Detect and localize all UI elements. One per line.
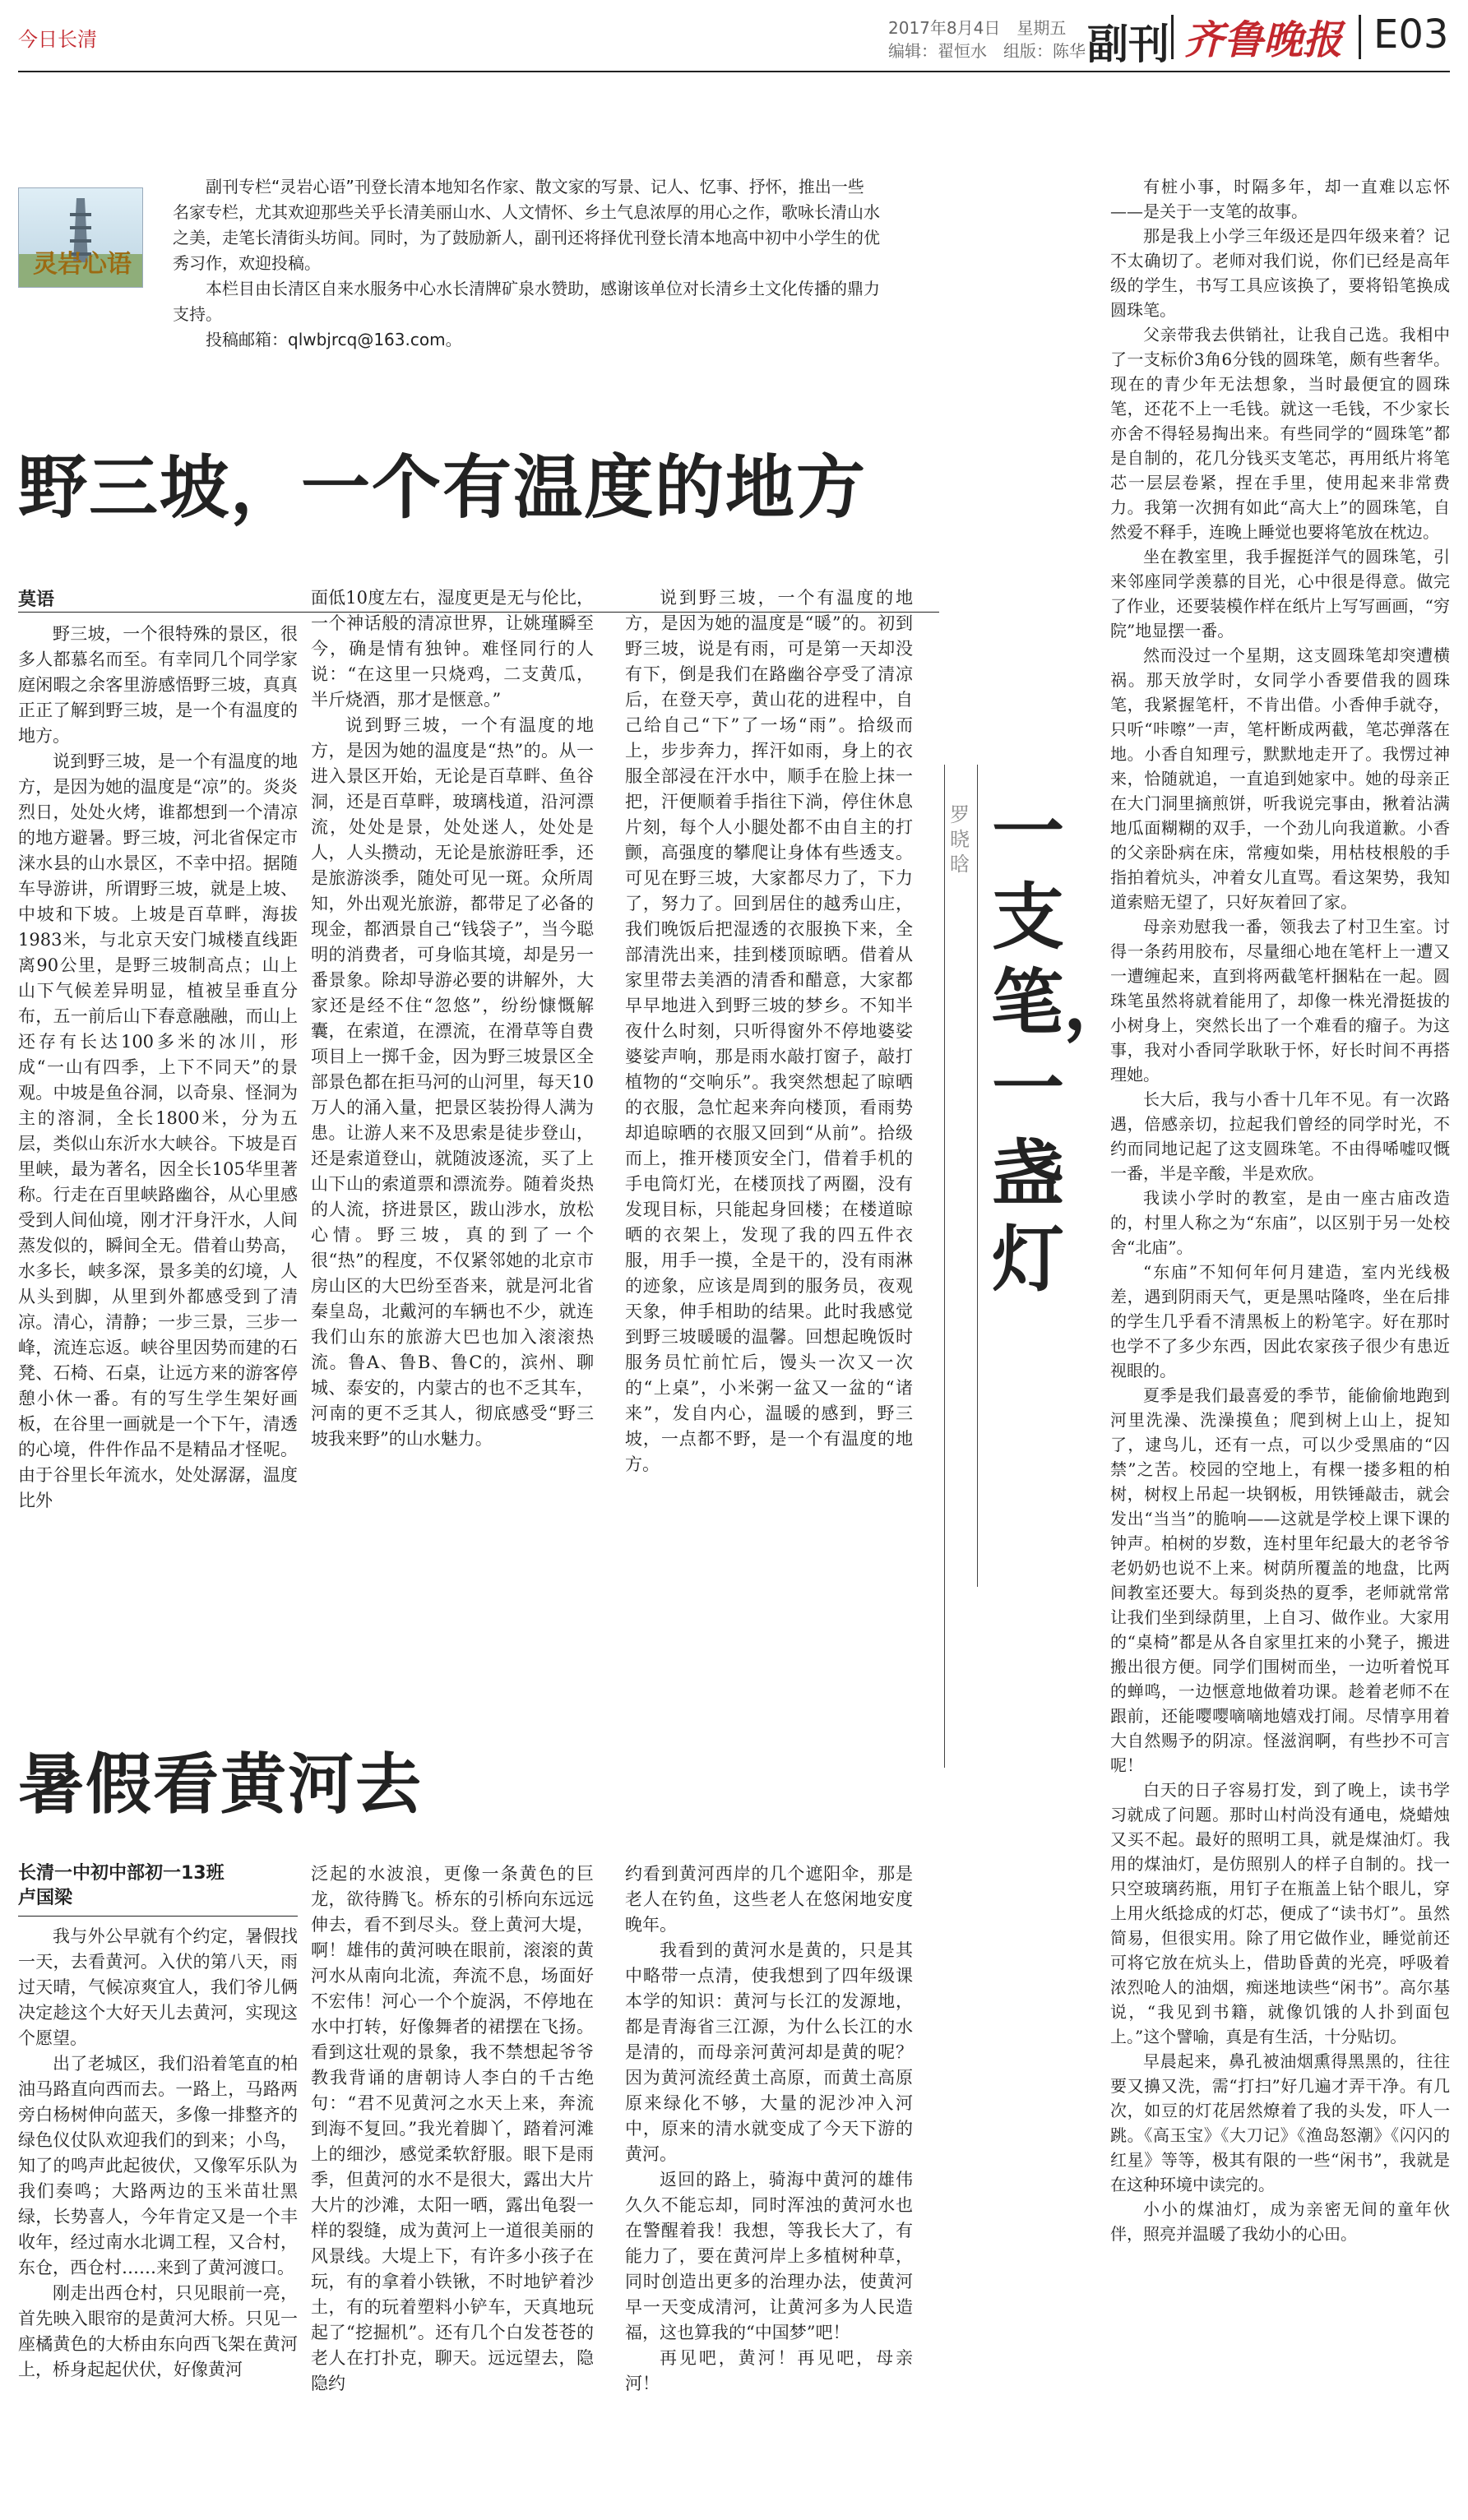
paragraph: 然而没过一个星期，这支圆珠笔却突遭横祸。那天放学时，女同学小香要借我的圆珠笔，我紧握笔杆，不肯出借。小香伸手就夺，只听“咔嚓”一声，笔杆断成两截，笔芯弹落在地。小香自知理亏，默默地走开了。我愣过神来，恰随就追，一直追到她家中。她的母亲正在大门洞里摘煎饼，听我说完事由，揪着沾满地瓜面糊糊的双手，一个劲儿向我道歉。小香的父亲卧病在床，常瘦如柴，用枯枝根般的手指拍着炕头，冲着女儿直骂。看这架势，我知道索赔无望了，只好灰着回了家。	[1110, 645, 1450, 912]
issue-info	[888, 16, 1086, 62]
author-name: 卢国梁	[18, 1888, 73, 1908]
article3-author	[18, 1861, 225, 1911]
header-divider	[1171, 15, 1174, 59]
paragraph: 长大后，我与小香十几年不见。有一次路遇，倍感亲切，拉起我们曾经的同学时光，不约而同地记起了这支圆珠笔。不由得唏嘘叹慨一番，半是辛酸，半是欢欣。	[1110, 1089, 1450, 1183]
intro-paragraph: 本栏目由长清区自来水服务中心水长清牌矿泉水赞助，感谢该单位对长清乡土文化传播的鼎力支持。	[173, 279, 880, 324]
column-intro	[173, 174, 880, 353]
article1-column-2	[311, 585, 594, 1682]
author-school: 长清一中初中部初一13班	[18, 1863, 225, 1884]
paragraph: 约看到黄河西岸的几个遮阳伞，那是老人在钓鱼，这些老人在悠闲地安度晚年。	[625, 1864, 913, 1935]
paragraph: 我看到的黄河水是黄的，只是其中略带一点清，使我想到了四年级课本学的知识：黄河与长江的发源地，都是青海省三江源，为什么长江的水是清的，而母亲河黄河却是黄的呢？因为黄河流经黄土高原，而黄土高原原来绿化不够，大量的泥沙冲入河中，原来的清水就变成了今天下游的黄河。	[625, 1940, 913, 2164]
intro-paragraph: 副刊专栏“灵岩心语”刊登长清本地知名作家、散文家的写景、记人、忆事、抒怀，推出一些名家专栏，尤其欢迎那些关乎长清美丽山水、人文情怀、乡土气息浓厚的用心之作，歌咏长清山水之美，走笔长清街头坊间。同时，为了鼓励新人，副刊还将择优刊登长清本地高中初中小学生的优秀习作，欢迎投稿。	[173, 177, 880, 273]
article1-author: 莫语	[18, 590, 55, 610]
article3-title: 暑假看黄河去	[18, 1746, 423, 1823]
article1-column-1	[18, 622, 298, 1682]
paragraph: 泛起的水波浪，更像一条黄色的巨龙，欲待腾飞。桥东的引桥向东远远伸去，看不到尽头。登上黄河大堤，啊！雄伟的黄河映在眼前，滚滚的黄河水从南向北流，奔流不息，场面好不宏伟！河心一个个旋涡，不停地在水中打转，好像舞者的裙摆在飞扬。看到这壮观的景象，我不禁想起爷爷教我背诵的唐朝诗人李白的千古绝句：“君不见黄河之水天上来，奔流到海不复回。”我光着脚丫，踏着河滩上的细沙，感觉柔软舒服。眼下是雨季，但黄河的水不是很大，露出大片大片的沙滩，太阳一晒，露出龟裂一样的裂缝，成为黄河上一道很美丽的风景线。大堤上下，有许多小孩子在玩，有的拿着小铁锹，不时地铲着沙土，有的玩着塑料小铲车，天真地玩起了“挖掘机”。还有几个白发苍苍的老人在打扑克，聊天。远远望去，隐隐约	[311, 1864, 594, 2393]
paragraph: 说到野三坡，是一个有温度的地方，是因为她的温度是“凉”的。炎炎烈日，处处火烤，谁都想到一个清凉的地方避暑。野三坡，河北省保定市涞水县的山水景区，不幸中招。据随车导游讲，所谓野三坡，就是上坡、中坡和下坡。上坡是百草畔，海拔1983米，与北京天安门城楼直线距离90公里，是野三坡制高点；山上山下气候差异明显，植被呈垂直分布，五一前后山下春意融融，而山上还存有长达100多米的冰川，形成“一山有四季，上下不同天”的景观。中坡是鱼谷洞，以奇泉、怪洞为主的溶洞，全长1800米，分为五层，类似山东沂水大峡谷。下坡是百里峡，最为著名，因全长105华里著称。行走在百里峡路幽谷，从心里感受到人间仙境，刚才汗身汗水，人间蒸发似的，瞬间全无。借着山势高，水多长，峡多深，景多美的幻境，人从头到脚，从里到外都感受到了清凉。清心，清静；一步三景，三步一峰，流连忘返。峡谷里因势而建的石凳、石椅、石桌，让远方来的游客停憩小休一番。有的写生学生架好画板，在谷里一画就是一个下午，清透的心境，件件作品不是精品才怪呢。由于谷里长年流水，处处潺潺，温度比外	[18, 751, 298, 1510]
article2-column	[1110, 174, 1450, 2501]
paragraph: 夏季是我们最喜爱的季节，能偷偷地跑到河里洗澡、洗澡摸鱼；爬到树上山上，捉知了，逮鸟儿，还有一点，可以少受黑庙的“囚禁”之苦。校园的空地上，有棵一搂多粗的柏树，树杈上吊起一块钢板，用铁锤敲击，就会发出“当当”的脆响——这就是学校上课下课的钟声。柏树的岁数，连村里年纪最大的老爷爷老奶奶也说不上来。树荫所覆盖的地盘，比两间教室还要大。每到炎热的夏季，老师就常常让我们坐到绿荫里，上自习、做作业。大家用的“桌椅”都是从各自家里扛来的小凳子，搬进搬出很方便。同学们围树而坐，一边听着悦耳的蝉鸣，一边惬意地做着功课。趁着老师不在跟前，还能嘤嘤嘀嘀地嬉戏打闹。尽情享用着大自然赐予的阴凉。怪滋润啊，有些抄不可言呢！	[1110, 1385, 1450, 1775]
issue-date: 2017年8月4日 星期五	[888, 18, 1067, 38]
article3-column-1	[18, 1924, 298, 2499]
paragraph: 小小的煤油灯，成为亲密无间的童年伙伴，照亮并温暖了我幼小的心田。	[1110, 2199, 1450, 2244]
paragraph: 母亲劝慰我一番，领我去了村卫生室。讨得一条药用胶布，尽量细心地在笔杆上一遭又一遭缠起来，直到将两截笔杆捆粘在一起。圆珠笔虽然将就着能用了，却像一株光滑挺拔的小树身上，突然长出了一个难看的瘤子。为这事，我对小香同学耿耿于怀，好长时间不再搭理她。	[1110, 917, 1450, 1084]
paragraph: 野三坡，一个很特殊的景区，很多人都慕名而至。有幸同几个同学家庭闲暇之余客里游感悟野三坡，真真正正了解到野三坡，是一个有温度的地方。	[18, 624, 298, 746]
paragraph: “东庙”不知何年何月建造，室内光线极差，遇到阴雨天气，更是黑咕隆咚，坐在后排的学生几乎看不清黑板上的粉笔字。好在那时也学不了多少东西，因此农家孩子很少有患近视眼的。	[1110, 1262, 1450, 1380]
article3-column-3	[625, 1861, 913, 2499]
paragraph: 我读小学时的教室，是由一座古庙改造的，村里人称之为“东庙”，以区别于另一处校舍“北庙”。	[1110, 1188, 1450, 1257]
paragraph: 白天的日子容易打发，到了晚上，读书学习就成了问题。那时山村尚没有通电，烧蜡烛又买不起。最好的照明工具，就是煤油灯。我用的煤油灯，是仿照别人的样子自制的。找一只空玻璃药瓶，用钉子在瓶盖上钻个眼儿，穿上用火纸捻成的灯芯，便成了“读书灯”。虽然简易，但很实用。除了用它做作业，睡觉前还可将它放在炕头上，借助昏黄的光亮，呼吸着浓烈呛人的油烟，痴迷地读些“闲书”。高尔基说，“我见到书籍，就像饥饿的人扑到面包上。”这个譬喻，真是有生活，十分贴切。	[1110, 1780, 1450, 2046]
article2-author: 罗晓晗	[950, 803, 970, 876]
header-rule	[18, 71, 1450, 72]
section-left-label: 今日长清	[18, 28, 97, 51]
supplement-label: 副刊	[1087, 21, 1169, 68]
brand-logo: 齐鲁晚报	[1184, 17, 1343, 63]
paragraph: 说到野三坡，一个有温度的地方，是因为她的温度是“暖”的。初到野三坡，说是有雨，可是第一天却没有下，倒是我们在路幽谷亭受了清凉后，在登天亭，黄山花的进程中，自己给自己“下”了一场“雨”。拾级而上，步步奔力，挥汗如雨，身上的衣服全部浸在汗水中，顺手在脸上抹一把，汗便顺着手指往下淌，停住休息片刻，每个人小腿处都不由自主的打颤，高强度的攀爬让身体有些透支。可见在野三坡，大家都尽力了，下力了，努力了。回到居住的越秀山庄，我们晚饭后把湿透的衣服换下来，全部清洗出来，挂到楼顶晾晒。借着从家里带去美酒的清香和醋意，大家都早早地进入到野三坡的梦乡。不知半夜什么时刻，只听得窗外不停地婆娑婆娑声响，那是雨水敲打窗子，敲打植物的“交响乐”。我突然想起了晾晒的衣服，急忙起来奔向楼顶，看雨势却追晾晒的衣服又回到“从前”。拾级而上，推开楼顶安全门，借着手机的手电筒灯光，在楼顶找了两圈，没有发现目标，只能起身回楼；在楼道晾晒的衣架上，发现了我的四五件衣服，用手一摸，全是干的，没有雨淋的迹象，应该是周到的服务员，夜观天象，伸手相助的结果。此时我感觉到野三坡暖暖的温馨。回想起晚饭时服务员忙前忙后，馒头一次又一次的“上桌”，小米粥一盆又一盆的“诸来”，发自内心，温暖的感到，野三坡，一点都不野，是一个有温度的地方。	[625, 588, 913, 1474]
paragraph: 出了老城区，我们沿着笔直的柏油马路直向西而去。一路上，马路两旁白杨树伸向蓝天，多像一排整齐的绿色仪仗队欢迎我们的到来；小鸟，知了的鸣声此起彼伏，又像军乐队为我们奏鸣；大路两边的玉米苗壮黑绿，长势喜人，今年肯定又是一个丰收年，经过南水北调工程，又合村，东仓，西仓村……来到了黄河渡口。	[18, 2054, 298, 2277]
article2-frame-line	[944, 765, 945, 1768]
editor-credit: 编辑：翟恒水 组版：陈华	[888, 41, 1086, 61]
paragraph: 返回的路上，骑海中黄河的雄伟久久不能忘却，同时浑浊的黄河水也在警醒着我！我想，等我长大了，有能力了，要在黄河岸上多植树种草，同时创造出更多的治理办法，使黄河早一天变成清河，让黄河多为人民造福，这也算我的“中国梦”吧！	[625, 2170, 913, 2342]
paragraph: 面低10度左右，湿度更是无与伦比，一个神话般的清凉世界，让姚瑾瞬至今，确是情有独钟。难怪同行的人说：“在这里一只烧鸡，二支黄瓜，半斤烧酒，那才是惬意。”	[311, 588, 594, 710]
article2-title: 一支笔，一盏灯	[991, 789, 1137, 1302]
page-number: E03	[1373, 12, 1449, 58]
column-logo-title: 灵岩心语	[33, 250, 132, 279]
article1-title: 野三坡，一个有温度的地方	[18, 447, 868, 528]
article3-column-2	[311, 1861, 594, 2499]
paragraph: 说到野三坡，一个有温度的地方，是因为她的温度是“热”的。从一进入景区开始，无论是百草畔、鱼谷洞，还是百草畔，玻璃栈道，沿河漂流，处处是景，处处迷人，处处是人，人头攒动，无论是旅游旺季，还是旅游淡季，随处可见一斑。众所周知，外出观光旅游，都带足了必备的现金，都洒景自己“钱袋子”，当今聪明的消费者，可身临其境，却是另一番景象。除却导游必要的讲解外，大家还是经不住“忽悠”，纷纷慷慨解囊，在索道，在漂流，在滑草等自费项目上一掷千金，因为野三坡景区全部景色都在拒马河的山河里，每天10万人的涌入量，把景区装扮得人满为患。让游人来不及思索是徒步登山，还是索道登山，就随波逐流，买了上山下山的索道票和漂流券。随着炎热的人流，挤进景区，跋山涉水，放松心情。野三坡，真的到了一个很“热”的程度，不仅紧邻她的北京市房山区的大巴纷至沓来，就是河北省秦皇岛，北戴河的车辆也不少，就连我们山东的旅游大巴也加入滚滚热流。鲁A、鲁B、鲁C的，滨州、聊城、泰安的，内蒙古的也不乏其车，河南的更不乏其人，彻底感受“野三坡我来野”的山水魅力。	[311, 715, 594, 1449]
paragraph: 刚走出西仓村，只见眼前一亮，首先映入眼帘的是黄河大桥。只见一座橘黄色的大桥由东向西飞架在黄河上，桥身起起伏伏，好像黄河	[18, 2283, 298, 2379]
paragraph: 有桩小事，时隔多年，却一直难以忘怀——是关于一支笔的故事。	[1110, 177, 1450, 221]
paragraph: 我与外公早就有个约定，暑假找一天，去看黄河。入伏的第八天，雨过天晴，气候凉爽宜人，我们爷儿俩决定趁这个大好天儿去黄河，实现这个愿望。	[18, 1926, 298, 2048]
paragraph: 那是我上小学三年级还是四年级来着？记不太确切了。老师对我们说，你们已经是高年级的学生，书写工具应该换了，要将铅笔换成圆珠笔。	[1110, 226, 1450, 320]
paragraph: 父亲带我去供销社，让我自己选。我相中了一支标价3角6分钱的圆珠笔，颇有些奢华。现在的青少年无法想象，当时最便宜的圆珠笔，还花不上一毛钱。就这一毛钱，不少家长亦舍不得轻易掏出来。有些同学的“圆珠笔”都是自制的，花几分钱买支笔芯，再用纸片将笔芯一层层卷紧，捏在手里，使用起来非常费力。我第一次拥有如此“高大上”的圆珠笔，自然爱不释手，连晚上睡觉也要将笔放在枕边。	[1110, 325, 1450, 542]
paragraph: 再见吧，黄河！再见吧，母亲河！	[625, 2348, 913, 2393]
header-divider-2	[1359, 15, 1361, 59]
paragraph: 早晨起来，鼻孔被油烟熏得黑黑的，往往要又擤又洗，需“打扫”好几遍才弄干净。有几次，如豆的灯花居然燎着了我的头发，吓人一跳。《高玉宝》《大刀记》《渔岛怒潮》《闪闪的红星》等等，极其有限的一些“闲书”，我就是在这种环境中读完的。	[1110, 2051, 1450, 2194]
article3-rule	[18, 1916, 298, 1917]
article2-title-line	[977, 765, 978, 1587]
paragraph: 坐在教室里，我手握挺洋气的圆珠笔，引来邻座同学羡慕的目光，心中很是得意。做完了作业，还要装模作样在纸片上写写画画，“穷院”地显摆一番。	[1110, 547, 1450, 640]
article1-column-3	[625, 585, 913, 1682]
intro-email: 投稿邮箱：qlwbjrcq@163.com。	[206, 330, 462, 349]
